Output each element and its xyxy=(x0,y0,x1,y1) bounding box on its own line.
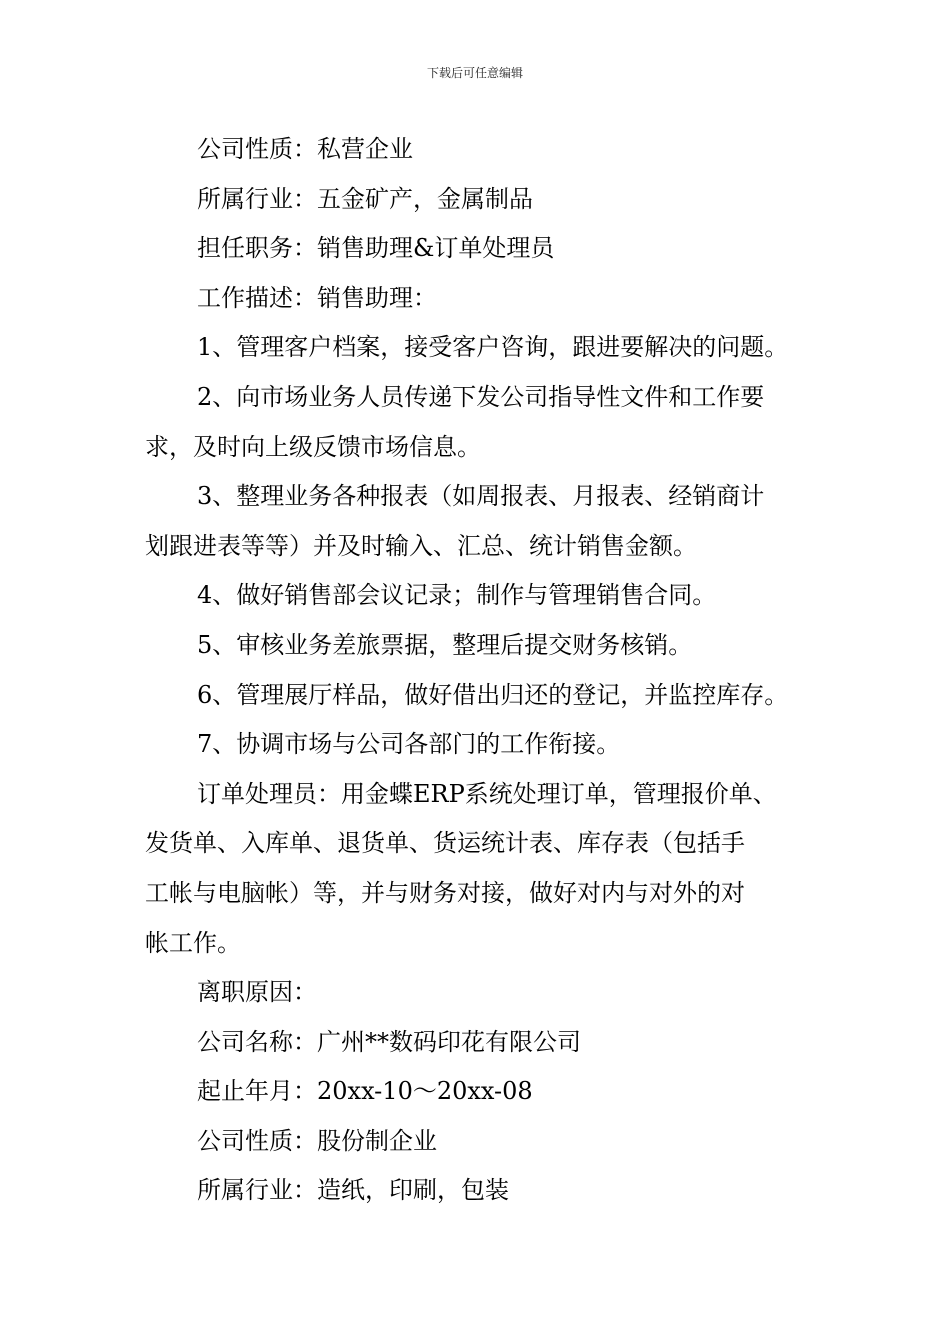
text-line-job-description: 工作描述：销售助理： xyxy=(197,283,437,312)
text-line-position: 担任职务：销售助理&订单处理员 xyxy=(197,234,555,263)
text-line-company-nature-2: 公司性质：股份制企业 xyxy=(197,1126,437,1155)
text-line-industry-2: 所属行业：造纸，印刷，包装 xyxy=(197,1176,509,1205)
text-line-duty-3-cont: 划跟进表等等）并及时输入、汇总、统计销售金额。 xyxy=(145,531,697,560)
text-line-duty-6: 6、管理展厅样品，做好借出归还的登记，并监控库存。 xyxy=(197,680,789,709)
text-line-duty-1: 1、管理客户档案，接受客户咨询，跟进要解决的问题。 xyxy=(197,333,789,362)
text-line-duty-5: 5、审核业务差旅票据，整理后提交财务核销。 xyxy=(197,630,693,659)
text-line-leave-reason: 离职原因： xyxy=(197,978,317,1007)
text-line-order-processor-cont-3: 帐工作。 xyxy=(145,928,241,957)
text-line-period: 起止年月：20xx-10～20xx-08 xyxy=(197,1077,533,1106)
document-body xyxy=(145,125,810,1216)
text-line-industry: 所属行业：五金矿产，金属制品 xyxy=(197,184,533,213)
text-line-duty-7: 7、协调市场与公司各部门的工作衔接。 xyxy=(197,730,621,759)
text-line-duty-4: 4、做好销售部会议记录；制作与管理销售合同。 xyxy=(197,581,717,610)
text-line-duty-2-cont: 求，及时向上级反馈市场信息。 xyxy=(145,432,481,461)
text-line-order-processor: 订单处理员：用金蝶ERP系统处理订单，管理报价单、 xyxy=(197,779,777,808)
text-line-duty-3: 3、整理业务各种报表（如周报表、月报表、经销商计 xyxy=(197,482,765,511)
text-line-order-processor-cont-1: 发货单、入库单、退货单、货运统计表、库存表（包括手 xyxy=(145,829,745,858)
text-line-company-name: 公司名称：广州**数码印花有限公司 xyxy=(197,1027,581,1056)
page-header-note: 下载后可任意编辑 xyxy=(426,66,523,80)
text-line-duty-2: 2、向市场业务人员传递下发公司指导性文件和工作要 xyxy=(197,382,765,411)
text-line-order-processor-cont-2: 工帐与电脑帐）等，并与财务对接，做好对内与对外的对 xyxy=(145,878,745,907)
text-line-company-nature: 公司性质：私营企业 xyxy=(197,135,413,163)
